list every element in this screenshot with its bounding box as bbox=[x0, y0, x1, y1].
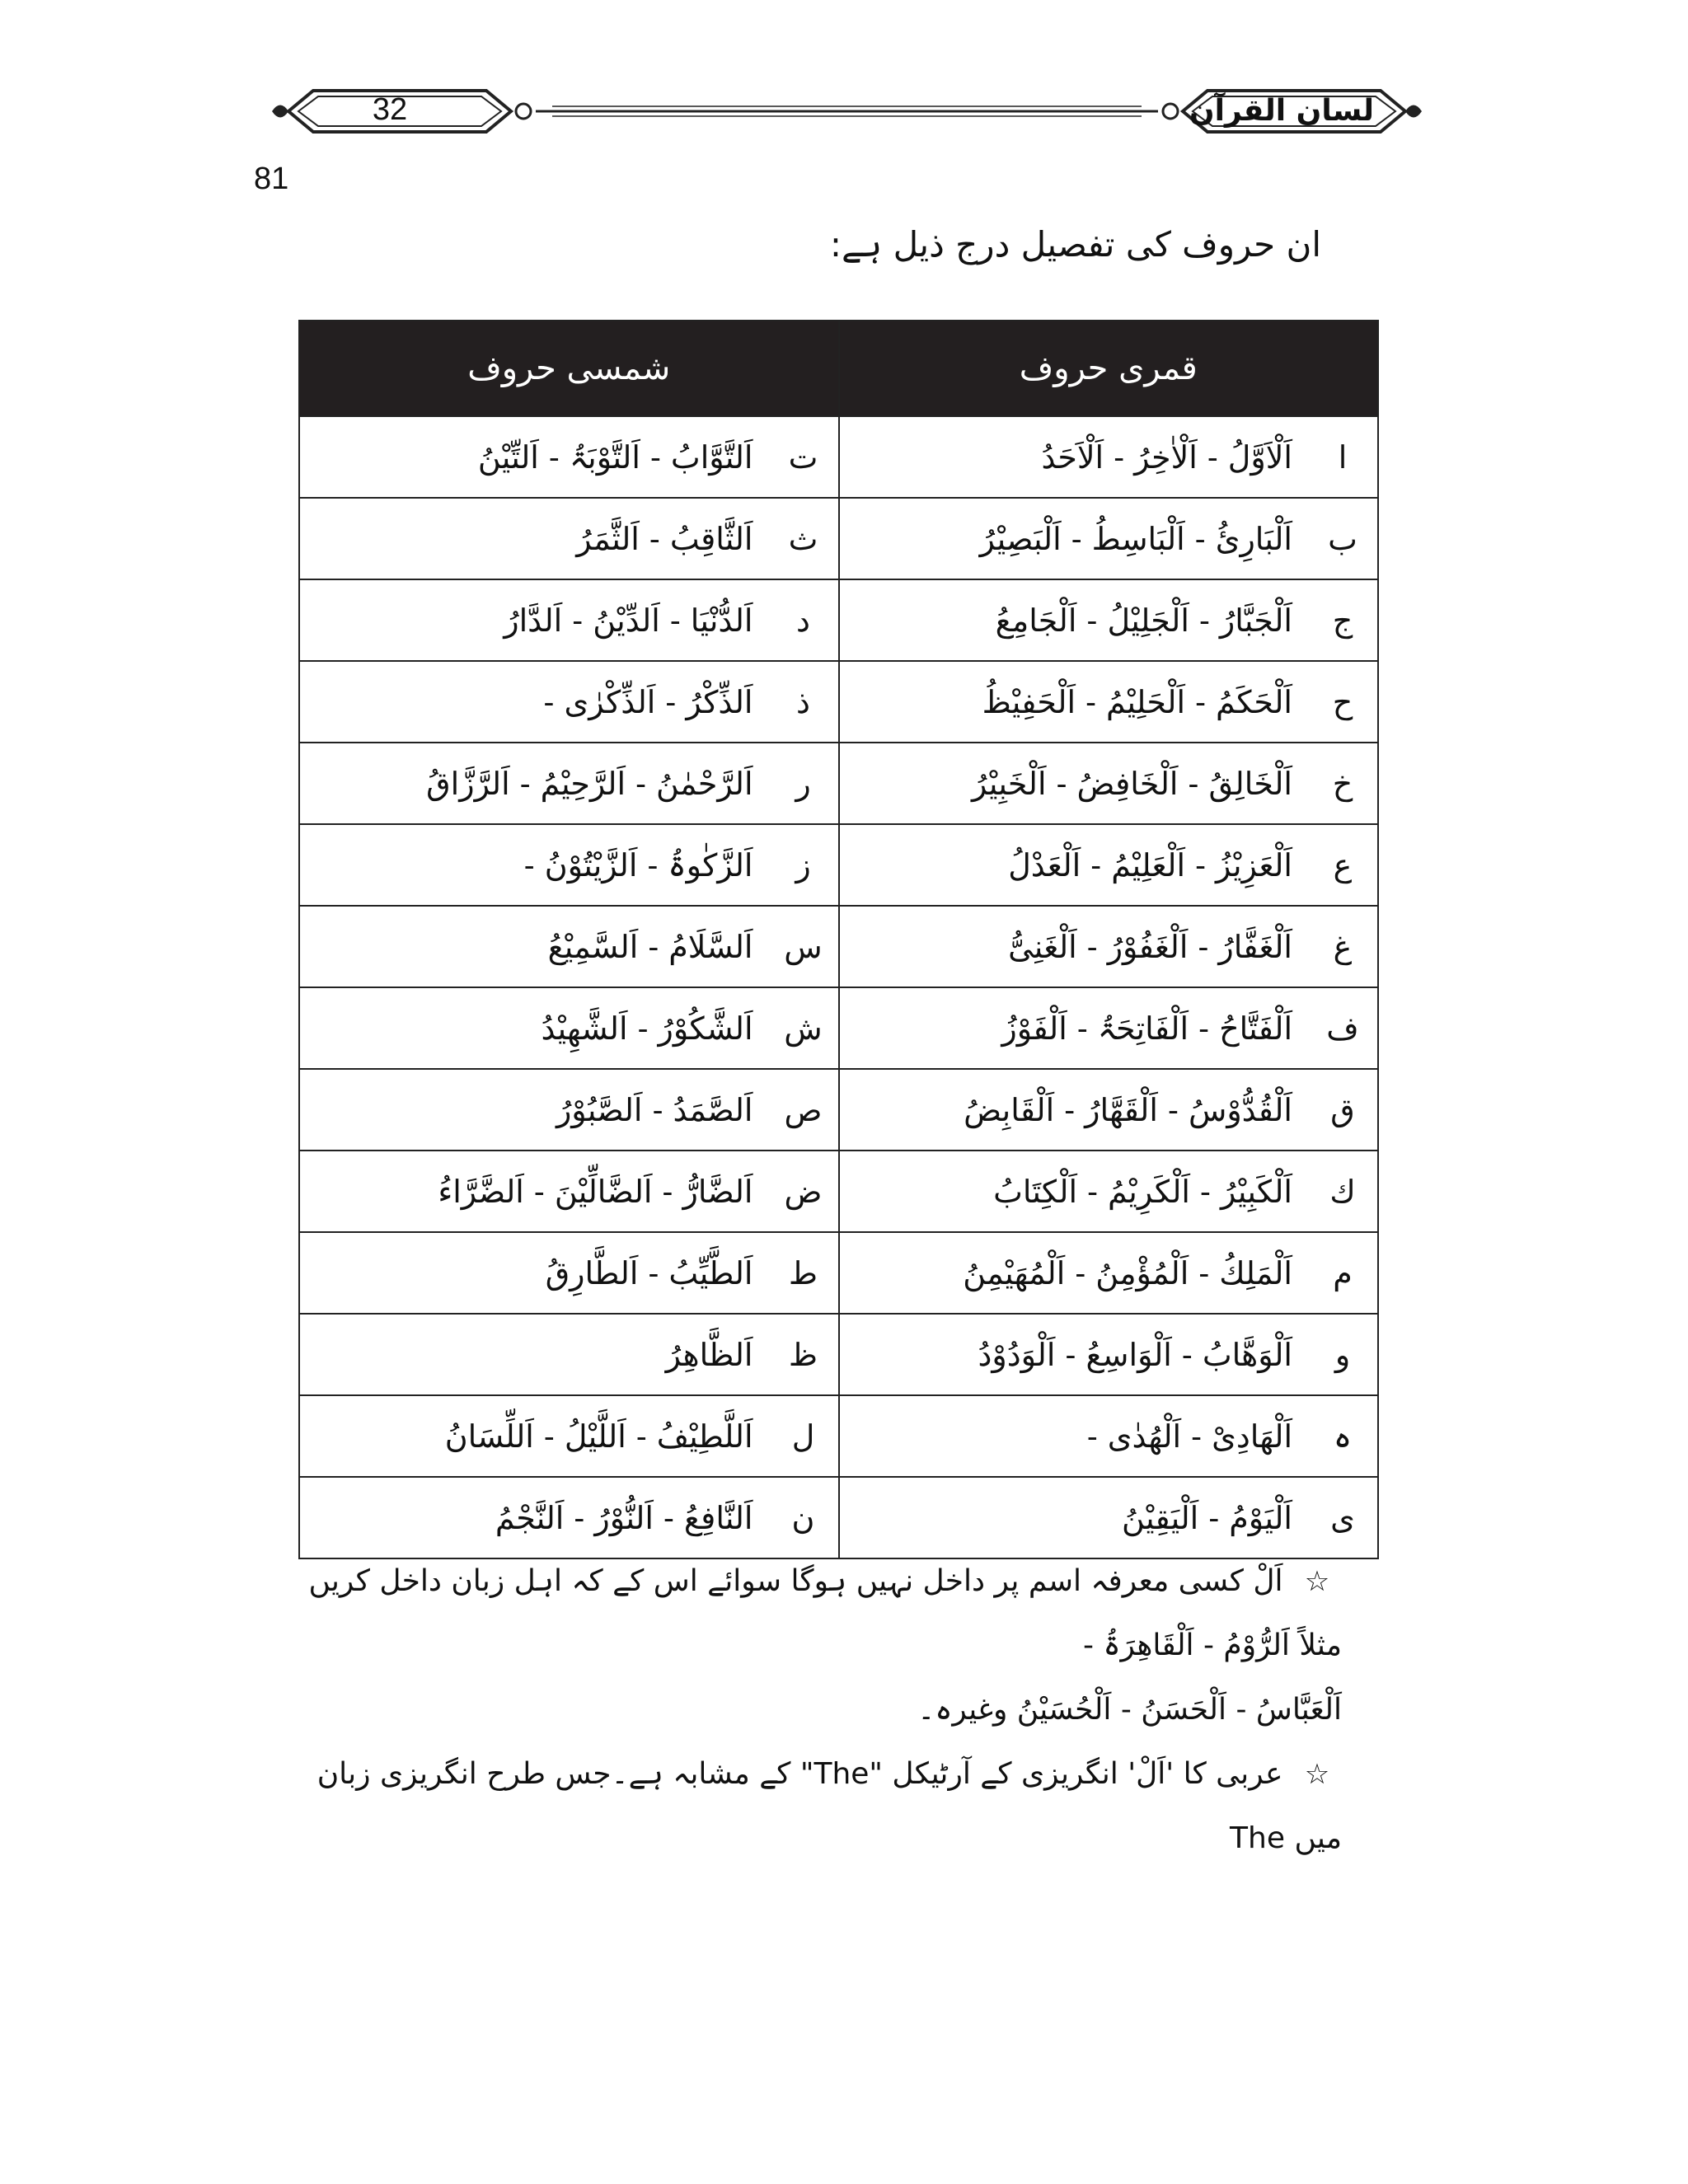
shamsi-words: اَلرَّحْمٰنُ - اَلرَّحِیْمُ - اَلرَّزَّاقُ bbox=[426, 765, 753, 802]
shamsi-cell bbox=[299, 1314, 839, 1395]
shamsi-words: اَلنَّافِعُ - اَلنُّوْرُ - اَلنَّجْمُ bbox=[495, 1499, 753, 1536]
shamsi-letter: س bbox=[784, 928, 823, 965]
shamsi-cell bbox=[299, 1395, 839, 1477]
shamsi-cell bbox=[299, 1069, 839, 1151]
side-number: 81 bbox=[254, 162, 289, 196]
qamari-words: اَلْکَبِیْرُ - اَلْکَرِیْمُ - اَلْکِتَابُ bbox=[993, 1173, 1292, 1210]
note-2 bbox=[270, 1742, 1342, 1871]
table-row bbox=[299, 416, 1378, 498]
qamari-letter: ف bbox=[1326, 1010, 1359, 1047]
qamari-cell bbox=[839, 906, 1379, 987]
table-row bbox=[299, 1232, 1378, 1314]
qamari-letter: ی bbox=[1330, 1499, 1355, 1536]
qamari-cell bbox=[839, 1477, 1379, 1558]
shamsi-letter: ذ bbox=[796, 683, 810, 720]
table-row bbox=[299, 743, 1378, 824]
qamari-words: اَلْاَوَّلُ - اَلْاٰخِرُ - اَلْاَحَدُ bbox=[1041, 438, 1292, 476]
shamsi-letter: ز bbox=[795, 846, 811, 883]
qamari-words: اَلْیَوْمُ - اَلْیَقِیْنُ bbox=[1122, 1499, 1292, 1536]
table-row bbox=[299, 1477, 1378, 1558]
qamari-cell bbox=[839, 416, 1379, 498]
qamari-letter: ج bbox=[1332, 602, 1353, 639]
table-row bbox=[299, 579, 1378, 661]
shamsi-words: اَلتَّوَّابُ - اَلتَّوْبَۃُ - اَلتِّیْنُ bbox=[477, 438, 753, 476]
qamari-words: اَلْبَارِئُ - اَلْبَاسِطُ - اَلْبَصِیْرُ bbox=[979, 520, 1292, 557]
shamsi-cell bbox=[299, 498, 839, 579]
page-header bbox=[272, 78, 1422, 144]
qamari-words: اَلْخَالِقُ - اَلْخَافِضُ - اَلْخَبِیْرُ bbox=[971, 765, 1292, 802]
shamsi-words: اَللَّطِیْفُ - اَللَّیْلُ - اَللِّسَانُ bbox=[444, 1418, 753, 1455]
qamari-words: اَلْمَلِكُ - اَلْمُؤْمِنُ - اَلْمُھَیْمِنُ bbox=[963, 1254, 1292, 1291]
shamsi-letter: ط bbox=[788, 1254, 818, 1291]
qamari-letter: ق bbox=[1330, 1091, 1355, 1128]
column-header-shamsi: شمسی حروف bbox=[299, 321, 839, 416]
qamari-words: اَلْحَکَمُ - اَلْحَلِیْمُ - اَلْحَفِیْظُ bbox=[982, 683, 1292, 720]
shamsi-words: اَلثَّاقِبُ - اَلثَّمَرُ bbox=[576, 520, 753, 557]
table-row bbox=[299, 661, 1378, 743]
shamsi-letter: ض bbox=[784, 1173, 823, 1210]
note-1-line-2: اَلْعَبَّاسُ - اَلْحَسَنُ - اَلْحُسَیْنُ وغیرہ۔ bbox=[917, 1693, 1342, 1727]
shamsi-letter: ظ bbox=[788, 1336, 818, 1373]
qamari-cell bbox=[839, 743, 1379, 824]
shamsi-words: اَلسَّلَامُ - اَلسَّمِیْعُ bbox=[547, 928, 753, 965]
qamari-letter: ب bbox=[1328, 520, 1357, 557]
shamsi-cell bbox=[299, 906, 839, 987]
shamsi-cell bbox=[299, 579, 839, 661]
table-row bbox=[299, 498, 1378, 579]
qamari-cell bbox=[839, 1151, 1379, 1232]
table-row bbox=[299, 987, 1378, 1069]
letters-table bbox=[298, 320, 1379, 1559]
book-title: لسان القرآن bbox=[1189, 94, 1375, 128]
table-row bbox=[299, 1314, 1378, 1395]
shamsi-words: اَلصَّمَدُ - اَلصَّبُوْرُ bbox=[556, 1091, 753, 1128]
shamsi-words: اَلظَّاھِرُ bbox=[665, 1336, 753, 1373]
shamsi-words: اَلشَّکُوْرُ - اَلشَّھِیْدُ bbox=[541, 1010, 753, 1047]
notes bbox=[270, 1549, 1342, 1871]
shamsi-cell bbox=[299, 743, 839, 824]
shamsi-words: اَلضَّارُّ - اَلضَّالِّیْنَ - اَلضَّرَّاءُ bbox=[438, 1173, 753, 1210]
qamari-letter: خ bbox=[1332, 765, 1353, 802]
column-header-qamari: قمری حروف bbox=[839, 321, 1379, 416]
note-2-text: عربی کا 'اَلْ' انگریزی کے آرٹیکل "The" کے مشابہ ہے۔جس طرح انگریزی زبان میں The bbox=[316, 1757, 1342, 1855]
qamari-cell bbox=[839, 987, 1379, 1069]
shamsi-letter: ر bbox=[795, 765, 811, 802]
qamari-letter: ح bbox=[1332, 683, 1353, 720]
qamari-letter: ا bbox=[1338, 438, 1348, 476]
qamari-letter: ع bbox=[1333, 846, 1353, 883]
qamari-words: اَلْجَبَّارُ - اَلْجَلِیْلُ - اَلْجَامِعُ bbox=[995, 602, 1292, 639]
shamsi-letter: ث bbox=[788, 520, 818, 557]
star-icon: ☆ bbox=[1304, 1758, 1330, 1791]
qamari-words: اَلْفَتَّاحُ - اَلْفَاتِحَۃُ - اَلْفَوْزُ bbox=[1001, 1010, 1292, 1047]
shamsi-letter: ش bbox=[784, 1010, 823, 1047]
qamari-cell bbox=[839, 1395, 1379, 1477]
qamari-letter: م bbox=[1333, 1254, 1353, 1291]
shamsi-cell bbox=[299, 661, 839, 743]
qamari-letter: غ bbox=[1333, 928, 1353, 965]
qamari-cell bbox=[839, 498, 1379, 579]
intro-text: ان حروف کی تفصیل درج ذیل ہے: bbox=[829, 224, 1321, 265]
table-header-row bbox=[299, 321, 1378, 416]
qamari-letter: و bbox=[1334, 1336, 1351, 1373]
table-row bbox=[299, 1151, 1378, 1232]
qamari-cell bbox=[839, 1232, 1379, 1314]
qamari-words: اَلْوَھَّابُ - اَلْوَاسِعُ - اَلْوَدُوْدُ bbox=[978, 1336, 1292, 1373]
qamari-words: اَلْھَادِیْ - اَلْھُدٰی - bbox=[1086, 1418, 1292, 1455]
qamari-cell bbox=[839, 579, 1379, 661]
star-icon: ☆ bbox=[1304, 1565, 1330, 1598]
shamsi-cell bbox=[299, 1477, 839, 1558]
shamsi-words: اَلطَّیِّبُ - اَلطَّارِقُ bbox=[545, 1254, 753, 1291]
shamsi-cell bbox=[299, 824, 839, 906]
shamsi-letter: ل bbox=[791, 1418, 815, 1455]
shamsi-words: اَلزَّکٰوۃُ - اَلزَّیْتُوْنُ - bbox=[523, 846, 753, 883]
shamsi-letter: ن bbox=[791, 1499, 815, 1536]
shamsi-letter: ت bbox=[788, 438, 818, 476]
qamari-cell bbox=[839, 1069, 1379, 1151]
note-1 bbox=[270, 1549, 1342, 1678]
table-row bbox=[299, 906, 1378, 987]
shamsi-cell bbox=[299, 987, 839, 1069]
shamsi-words: اَلدُّنْیَا - اَلدِّیْنُ - اَلدَّارُ bbox=[504, 602, 753, 639]
qamari-words: اَلْقُدُّوْسُ - اَلْقَھَّارُ - اَلْقَابِضُ bbox=[964, 1091, 1292, 1128]
page-number: 32 bbox=[372, 92, 408, 127]
table-row bbox=[299, 1395, 1378, 1477]
qamari-letter: ہ bbox=[1333, 1418, 1353, 1455]
shamsi-cell bbox=[299, 1151, 839, 1232]
table-row bbox=[299, 824, 1378, 906]
shamsi-letter: د bbox=[796, 602, 810, 639]
qamari-cell bbox=[839, 1314, 1379, 1395]
qamari-words: اَلْغَفَّارُ - اَلْغَفُوْرُ - اَلْغَنِیُّ bbox=[1008, 928, 1292, 965]
note-1-line-1: اَلْ کسی معرفہ اسم پر داخل نہیں ہوگا سوائے اس کے کہ اہل زبان داخل کریں مثلاً اَلرُّوْمُ - اَلْقَاھِرَۃُ - bbox=[308, 1564, 1342, 1662]
table-row bbox=[299, 1069, 1378, 1151]
qamari-letter: ك bbox=[1329, 1173, 1356, 1210]
qamari-cell bbox=[839, 661, 1379, 743]
qamari-cell bbox=[839, 824, 1379, 906]
shamsi-cell bbox=[299, 416, 839, 498]
shamsi-letter: ص bbox=[784, 1091, 823, 1128]
shamsi-cell bbox=[299, 1232, 839, 1314]
qamari-words: اَلْعَزِیْزُ - اَلْعَلِیْمُ - اَلْعَدْلُ bbox=[1008, 846, 1292, 883]
shamsi-words: اَلذِّکْرُ - اَلذِّکْرٰی - bbox=[543, 683, 753, 720]
